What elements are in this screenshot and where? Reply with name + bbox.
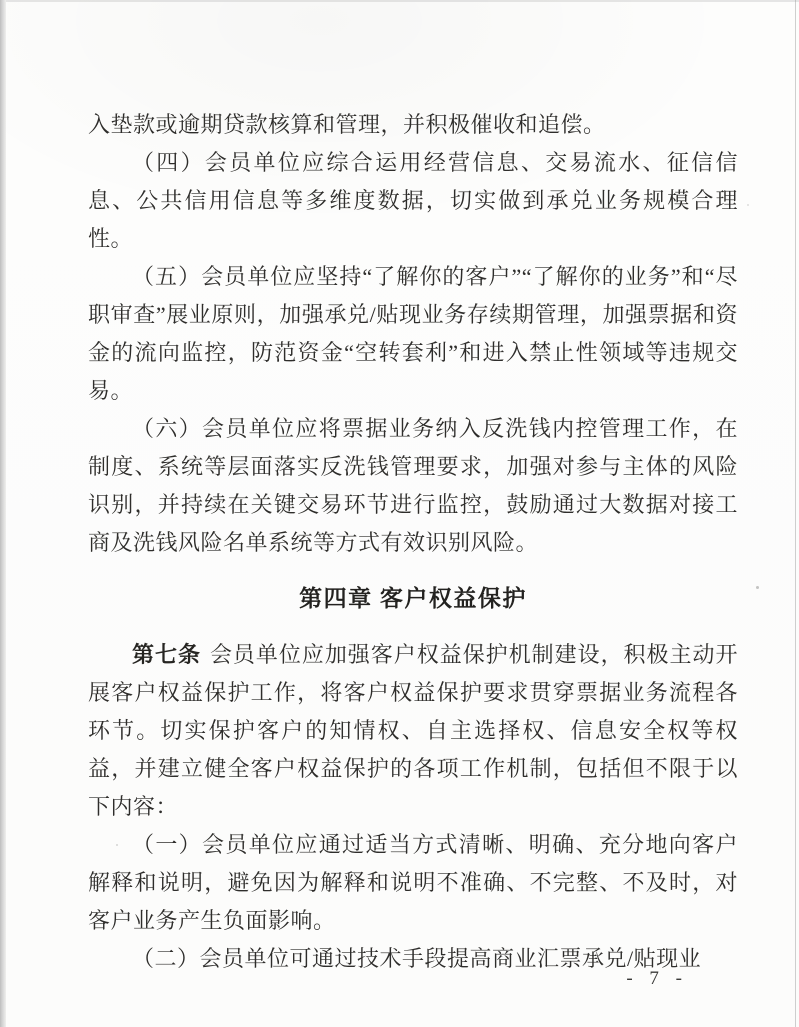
page-number: - 7 - (626, 968, 688, 989)
chapter-heading: 第四章 客户权益保护 (299, 586, 527, 611)
scan-speckle (756, 586, 759, 589)
scan-speckle (116, 844, 118, 846)
scan-edge-top (0, 0, 799, 2)
body-paragraph: （二）会员单位可通过技术手段提高商业汇票承兑/贴现业 (132, 946, 702, 971)
article-number-lead: 第七条 (132, 642, 201, 667)
scan-edge-left (0, 0, 6, 1027)
body-paragraph: （四）会员单位应综合运用经营信息、交易流水、征信信息、公共信用信息等多维度数据，切实做到承兑业务规模合理性。 (88, 150, 738, 251)
scan-speckle (747, 204, 749, 206)
body-paragraph: （六）会员单位应将票据业务纳入反洗钱内控管理工作，在制度、系统等层面落实反洗钱管理要求，加强对参与主体的风险识别，并持续在关键交易环节进行监控，鼓励通过大数据对接工商及洗钱风险名单系统等方式有效识别风险。 (88, 416, 738, 555)
document-body (88, 106, 738, 978)
body-paragraph: 入垫款或逾期贷款核算和管理，并积极催收和追偿。 (88, 112, 606, 137)
body-paragraph: （一）会员单位应通过适当方式清晰、明确、充分地向客户解释和说明，避免因为解释和说明不准确、不完整、不及时，对客户业务产生负面影响。 (88, 832, 738, 933)
body-paragraph: （五）会员单位应坚持“了解你的客户”“了解你的业务”和“尽职审查”展业原则，加强承兑/贴现业务存续期管理，加强票据和资金的流向监控，防范资金“空转套利”和进入禁止性领域等违规交易。 (88, 264, 738, 403)
article-paragraph: 第七条 会员单位应加强客户权益保护机制建设，积极主动开展客户权益保护工作，将客户权益保护要求贯穿票据业务流程各环节。切实保护客户的知情权、自主选择权、信息安全权等权益，并建立健全客户权益保护的各项工作机制，包括但不限于以下内容： (88, 642, 738, 819)
scan-edge-right (795, 0, 796, 1027)
